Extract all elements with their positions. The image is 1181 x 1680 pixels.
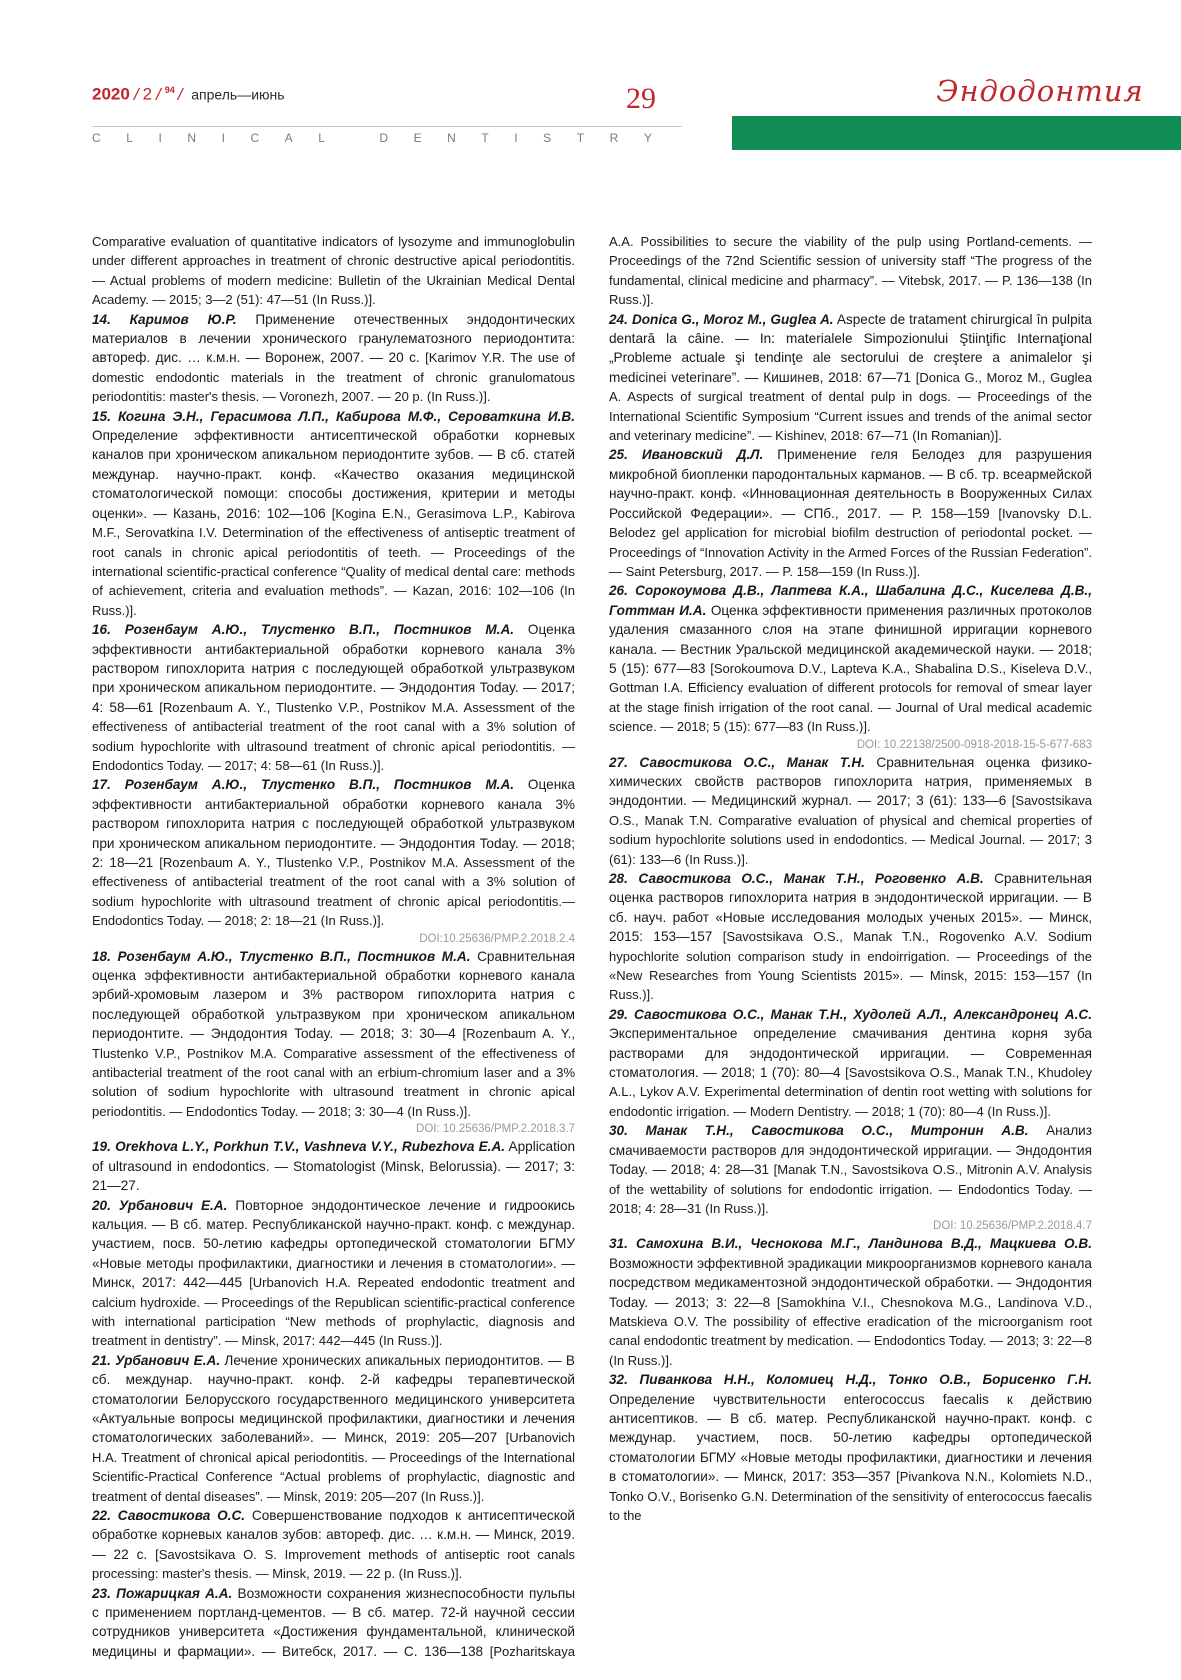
subtitle-letter: A: [284, 131, 293, 145]
reference-authors: Пожарицкая А.А.: [116, 1585, 233, 1601]
issue-period: апрель—июнь: [191, 86, 285, 103]
reference-text: Оценка эффективности применения различных протоколов удаления смазанного слоя на этапе финишной ирригации корневого канала. — Вестник Уральской медицинской академической науки. — 2018; 5 (15): 677—83: [609, 602, 1093, 676]
reference-number: 28.: [609, 871, 628, 886]
reference-translation: [Pozharitskaya A.A. Possibilities to secure the viability of the pulp using Portland-cements. — Proceedings of the 72nd Scientific session of university staff “The progress of the fundamental, clinical medicine and pharmacy”. — Vitebsk, 2017. — P. 136—138 (In Russ.)].: [489, 234, 1092, 1659]
reference-number: 17.: [92, 777, 111, 793]
reference-item: [609, 869, 1092, 1005]
subtitle-letter: T: [576, 131, 585, 145]
issue-info: 2020 / 2 / $^{94}$ / апрель—июнь: [92, 84, 285, 104]
reference-number: 22.: [92, 1508, 111, 1523]
subtitle-letter: [350, 131, 353, 145]
reference-authors: Каримов Ю.Р.: [129, 311, 237, 327]
reference-number: 30.: [609, 1123, 628, 1139]
reference-number: 32.: [609, 1372, 628, 1388]
journal-brand: Эндодонтия: [936, 74, 1144, 108]
subtitle-letter: L: [318, 131, 325, 145]
reference-number: 31.: [609, 1236, 628, 1252]
reference-doi[interactable]: DOI: 10.22138/2500-0918-2018-15-5-677-683: [856, 738, 1092, 751]
page-header: [0, 0, 1181, 160]
reference-text: Совершенствование подходов к антисептической обработке корневых каналов зубов: автореф. дис. … к.м.н. — Минск, 2019. — 22 с.: [92, 1508, 575, 1562]
reference-item: [609, 1234, 1092, 1370]
reference-number: 21.: [92, 1352, 111, 1368]
reference-text: Применение геля Белодез для разрушения микробной биопленки пародонтальных карманов. — В сб. тр. всеармейской научно-практ. конф. «Инновационная деятельность в Вооруженных Силах Российской Федерации». — СПб., 2017. — Р. 158—159: [609, 447, 1092, 521]
reference-number: 23.: [92, 1585, 111, 1601]
reference-authors: Розенбаум А.Ю., Тлустенко В.П., Постников М.А.: [117, 948, 471, 964]
reference-item: [92, 1506, 575, 1584]
reference-translation: [Donica G., Moroz M., Guglea A. Aspects of surgical treatment of dental pulp in dogs. — Proceedings of the International Scientific Symposium “Current issues and trends of the animal sector and veterinary medicine”. — Kishinev, 2018: 67—71 (In Romanian)].: [609, 369, 1093, 444]
subtitle-letter: T: [481, 131, 489, 145]
reference-item: [92, 1196, 575, 1351]
reference-item: [609, 1121, 1092, 1234]
reference-translation: [Pivankova N.N., Kolomiets N.D., Tonko O.V., Borisenko G.N. Determination of the sensitivity of enterococcus faecalis to the: [609, 1469, 1092, 1523]
reference-item: [92, 947, 575, 1138]
reference-authors: Савостикова О.С., Манак Т.Н.: [639, 754, 865, 770]
reference-item: [92, 620, 575, 775]
reference-number: 20.: [92, 1197, 111, 1213]
reference-translation: [Savostsikava O.S., Manak T.N., Rogovenko A.V. Sodium hypochlorite solution comparison study in endoirrigation. — Proceedings of the «New Researches from Young Scientists 2015». — Minsk, 2015: 153—157 (In Russ.)].: [609, 929, 1092, 1003]
reference-translation: [Ivanovsky D.L. Belodez gel application for microbial biofilm destruction of periodontal pocket. — Proceedings of “Innovation Activity in the Armed Forces of the Russian Federation”. — Saint Petersburg, 2017. — P. 158—159 (In Russ.)].: [609, 505, 1092, 579]
reference-text: Экспериментальное определение смачивания дентина корня зуба растворами для эндодонтической ирригации. — Современная стоматология. — 2018; 1 (70): 80—4: [609, 1026, 1092, 1081]
reference-translation: [Manak T.N., Savostsikova O.S., Mitronin A.V. Analysis of the wettability of solutions for endodontic irrigation. — Endodontics Today. — 2018; 4: 28—31 (In Russ.)].: [609, 1162, 1092, 1216]
header-rule: [92, 126, 682, 127]
reference-translation: [Urbanovich H.A. Treatment of chronical apical periodontitis. — Proceedings of the International Scientific-Practical Conference “Actual problems of prophylactic, diagnostic and treatment of dental diseases”. — Minsk, 2019: 205—207 (In Russ.)].: [92, 1430, 576, 1504]
reference-authors: Урбанович Е.А.: [118, 1197, 228, 1213]
subtitle-letter: E: [413, 131, 422, 145]
reference-number: 25.: [609, 447, 628, 463]
reference-authors: Сорокоумова Д.В., Лаптева К.А., Шабалина Д.С., Киселева Д.В., Готтман И.А.: [609, 583, 1092, 618]
subtitle-letter: I: [221, 131, 225, 145]
reference-translation: [Urbanovich H.A. Repeated endodontic treatment and calcium hydroxide. — Proceedings of the Republican scientific-practical conference with international participation “New methods of prophylactic, diagnosis and treatment in dentistry”. — Minsk, 2017: 442—445 (In Russ.)].: [92, 1275, 575, 1349]
references-list: [92, 232, 1092, 1662]
reference-text: Определение эффективности антисептической обработки корневых каналов при хроническом апикальном периодонтите зубов. — В сб. статей междунар. научно-практ. конф. «Качество оказания медицинской стоматологической помощи: способы достижения, критерии и методы оценки». — Казань, 2016: 102—106: [92, 428, 575, 521]
reference-number: 27.: [609, 754, 628, 770]
subtitle-letter: I: [514, 131, 518, 145]
reference-translation: [Savostsikava O.S., Manak T.N. Comparative evaluation of physical and chemical properties of sodium hypochlorite solutions used in endodontics. — Medical Journal. — 2017; 3 (61): 133—6 (In Russ.)].: [609, 793, 1092, 867]
reference-item: [609, 310, 1092, 446]
reference-number: 16.: [92, 622, 111, 638]
reference-item: [609, 581, 1092, 752]
reference-number: 14.: [92, 311, 111, 327]
reference-doi[interactable]: DOI: 10.25636/PMP.2.2018.3.7: [416, 1123, 575, 1136]
subtitle-letter: S: [543, 131, 552, 145]
reference-authors: Савостикова О.С., Манак Т.Н., Худолей А.Л., Александронец А.С.: [634, 1006, 1092, 1022]
reference-text: Применение отечественных эндодонтических материалов в лечении хронического гранулематозного периодонтита: автореф. дис. … к.м.н. — Воронеж, 2007. — 20 с.: [92, 311, 575, 366]
reference-item: [92, 1137, 575, 1195]
subtitle-letter: N: [447, 131, 456, 145]
brand-bar: [732, 116, 1181, 150]
reference-number: 18.: [92, 948, 111, 964]
reference-authors: Манак Т.Н., Савостикова О.С., Митронин А.В.: [645, 1123, 1029, 1139]
reference-authors: Савостикова О.С., Манак Т.Н., Роговенко А.В.: [638, 871, 984, 886]
subtitle-letter: D: [379, 131, 389, 145]
reference-item: [609, 1370, 1092, 1525]
reference-translation: [Savostsikova O.S., Manak T.N., Khudoley A.L., Lykov A.V. Experimental determination of dentin root wetting with solutions for endodontic irrigation. — Modern Dentistry. — 2018; 1 (70): 80—4 (In Russ.)].: [609, 1065, 1092, 1119]
reference-item: [92, 310, 575, 407]
reference-item: [609, 753, 1092, 869]
issue-total: 94: [164, 85, 175, 95]
reference-text: Application of ultrasound in endodontics. — Stomatologist (Minsk, Belorussia). — 2017; 3: 21—27.: [92, 1139, 576, 1194]
reference-number: 24.: [609, 311, 628, 327]
reference-authors: Orekhova L.Y., Porkhun T.V., Vashneva V.Y., Rubezhova E.A.: [115, 1139, 506, 1155]
subtitle-letter: C: [92, 131, 101, 145]
reference-item: [92, 407, 575, 620]
subtitle-letter: L: [126, 131, 133, 145]
subtitle-letter: N: [187, 131, 197, 145]
page-number: 29: [626, 82, 656, 115]
issue-number: 2: [142, 84, 153, 104]
reference-translation: [Rozenbaum A. Y., Tlustenko V.P., Postnikov M.A. Assessment of the effectiveness of antibacterial treatment of the root canal with a 3% solution of sodium hypochlorite with ultrasound treatment of chronic apical periodontitis. — Endodontics Today. — 2017; 4: 58—61 (In Russ.)].: [92, 699, 576, 773]
reference-text: Повторное эндодонтическое лечение и гидроокись кальция. — В сб. матер. Республиканской научно-практ. конф. с междунар. участием, посв. 50-летию кафедры ортопедической стоматологии БГМУ «Новые методы профилактики, диагностики и лечения в стоматологии». — Минск, 2017: 442—445: [92, 1197, 575, 1291]
reference-number: 26.: [609, 583, 628, 599]
reference-text: Aspecte de tratament chirurgical în pulpita dentară la câine. — In: materialele Simpozionului Ştiinţific Internaţional „Probleme actuale şi tendinţe ale sectorului de creştere a animalelor şi medicinei veterinare”. — Кишинев, 2018: 67—71: [609, 311, 1092, 385]
reference-text: Сравнительная оценка физико-химических свойств растворов гипохлорита натрия, применяемых в эндодонтии. — Медицинский журнал. — 2017; 3 (61): 133—6: [609, 754, 1093, 809]
reference-authors: Розенбаум А.Ю., Тлустенко В.П., Постников М.А.: [124, 777, 515, 793]
reference-translation: [Sorokoumova D.V., Lapteva K.A., Shabalina D.S., Kiseleva D.V., Gottman I.A. Efficiency evaluation of different protocols for removal of smear layer at the stage finish irrigation of the root canal. — Journal of Ural medical academic science. — 2018; 5 (15): 677—83 (In Russ.)].: [609, 660, 1092, 735]
reference-text: Возможности сохранения жизнеспособности пульпы с применением портланд-цементов. — В сб. матер. 72-й научной сессии сотрудников университета «Достижения фундаментальной, клинической медицины и фармации». — Витебск, 2017. — С. 136—138: [92, 1585, 576, 1659]
issue-year: 2020: [92, 84, 130, 104]
reference-text: Оценка эффективности антибактериальной обработки корневого канала 3% раствором гипохлорита натрия с последующей обработкой ультразвуком при хроническом апикальном периодонтите. — Эндодонтия Today. — 2018; 2: 18—21: [92, 777, 576, 870]
reference-translation: [Samokhina V.I., Chesnokova M.G., Landinova V.D., Matskieva O.V. The possibility of effective eradication of the microorganism root canal endodontic treatment by medication. — Endodontics Today. — 2013; 3: 22—8 (In Russ.)].: [609, 1294, 1092, 1368]
reference-authors: Савостикова О.С.: [117, 1508, 246, 1523]
reference-authors: Donica G., Moroz M., Guglea A.: [631, 311, 834, 327]
reference-text: Определение чувствительности enterococcus faecalis к действию антисептиков. — В сб. матер. Республиканской научно-практ. конф. с междунар. участием, посв. 50-летию кафедры ортопедической стоматологии БГМУ «Новые методы профилактики, диагностики и лечения в стоматологии». — Минск, 2017: 353—357: [609, 1391, 1092, 1485]
reference-translation: [Savostsikava O. S. Improvement methods of antiseptic root canals processing: master's thesis. — Minsk, 2019. — 22 p. (In Russ.)].: [92, 1546, 575, 1582]
reference-translation: [Rozenbaum A. Y., Tlustenko V.P., Postnikov M.A. Assessment of the effectiveness of antibacterial treatment of the root canal with a 3% solution of sodium hypochlorite with ultrasound treatment of chronic apical periodontitis.— Endodontics Today. — 2018; 2: 18—21 (In Russ.)].: [92, 855, 576, 929]
reference-translation: [Karimov Y.R. The use of domestic endodontic materials in the treatment of chronic granulomatous periodontitis: master's thesis. — Voronezh, 2007. — 20 p. (In Russ.)].: [92, 350, 575, 405]
subtitle-letter: Y: [643, 131, 652, 145]
reference-number: 19.: [92, 1139, 111, 1155]
reference-text: Лечение хронических апикальных периодонтитов. — В сб. междунар. научно-практ. конф. 2-й кафедры терапевтической стоматологии Белорусского государственного медицинского университета «Актуальные вопросы медицинской профилактики, диагностики и лечения стоматологических заболеваний». — Минск, 2019: 205—207: [92, 1352, 575, 1446]
reference-translation: Comparative evaluation of quantitative indicators of lysozyme and immunoglobulin under different approaches in treatment of chronic destructive apical periodontitis. — Actual problems of modern medicine: Bulletin of the Ukrainian Medical Dental Academy. — 2015; 3—2 (51): 47—51 (In Russ.)].: [92, 234, 575, 308]
reference-text: Сравнительная оценка эффективности антибактериальной обработки корневого канала эрбий-хромовым лазером и 3% раствором гипохлорита натрия с последующей обработкой ультразвуком при хроническом апикальном периодонтите. — Эндодонтия Today. — 2018; 3: 30—4: [92, 948, 575, 1042]
reference-authors: Когина Э.Н., Герасимова Л.П., Кабирова М.Ф., Сероваткина И.В.: [117, 408, 575, 424]
reference-item: [92, 775, 575, 946]
reference-text: Анализ смачиваемости растворов для эндодонтической ирригации. — Эндодонтия Today. — 2018; 4: 28—31: [609, 1123, 1092, 1178]
reference-text: Сравнительная оценка растворов гипохлорита натрия в эндодонтической ирригации. — В сб. науч. работ «Новые исследования молодых ученых 2015». — Минск, 2015: 153—157: [609, 871, 1093, 945]
reference-item: [92, 1351, 575, 1506]
reference-authors: Урбанович Е.А.: [115, 1352, 221, 1368]
reference-doi[interactable]: DOI:10.25636/PMP.2.2018.2.4: [419, 932, 575, 945]
reference-item: [92, 232, 575, 310]
reference-item: [609, 1005, 1092, 1121]
reference-number: 29.: [609, 1006, 628, 1022]
reference-translation: [Kogina E.N., Gerasimova L.P., Kabirova M.F., Serovatkina I.V. Determination of the effectiveness of antiseptic treatment of root canals in chronic apical periodontitis of teeth. — Proceedings of the international scientific-practical conference “Quality of medical dental care: methods of achievement, criteria and evaluation methods”. — Kazan, 2016: 102—106 (In Russ.)].: [92, 505, 576, 618]
subtitle-letter: I: [158, 131, 162, 145]
reference-authors: Пиванкова Н.Н., Коломиец Н.Д., Тонко О.В., Борисенко Г.Н.: [639, 1372, 1092, 1388]
reference-text: Оценка эффективности антибактериальной обработки корневого канала 3% раствором гипохлорита натрия с последующей обработкой ультразвуком при хроническом апикальном периодонтите. — Эндодонтия Today. — 2017; 4: 58—61: [92, 622, 576, 715]
reference-doi[interactable]: DOI: 10.25636/PMP.2.2018.4.7: [933, 1220, 1092, 1233]
subtitle-letter: R: [609, 131, 619, 145]
reference-authors: Розенбаум А.Ю., Тлустенко В.П., Постников М.А.: [124, 622, 515, 638]
journal-subtitle: [92, 131, 652, 145]
reference-authors: Самохина В.И., Чеснокова М.Г., Ландинова В.Д., Мацкиева О.В.: [635, 1236, 1093, 1252]
reference-number: 15.: [92, 408, 111, 424]
reference-text: Возможности эффективной эрадикации микроорганизмов корневого канала посредством медикаментозной эндодонтической обработки. — Эндодонтия Today. — 2013; 3: 22—8: [609, 1255, 1092, 1310]
reference-authors: Ивановский Д.Л.: [641, 447, 764, 463]
subtitle-letter: C: [250, 131, 260, 145]
reference-item: [609, 445, 1092, 581]
reference-translation: [Rozenbaum A. Y., Tlustenko V.P., Postnikov M.A. Comparative assessment of the effectiveness of antibacterial treatment of the root canal with an erbium-chromium laser and a 3% solution of sodium hypochlorite with ultrasound treatment in chronic apical periodontitis. — Endodontics Today. — 2018; 3: 30—4 (In Russ.)].: [92, 1026, 576, 1119]
